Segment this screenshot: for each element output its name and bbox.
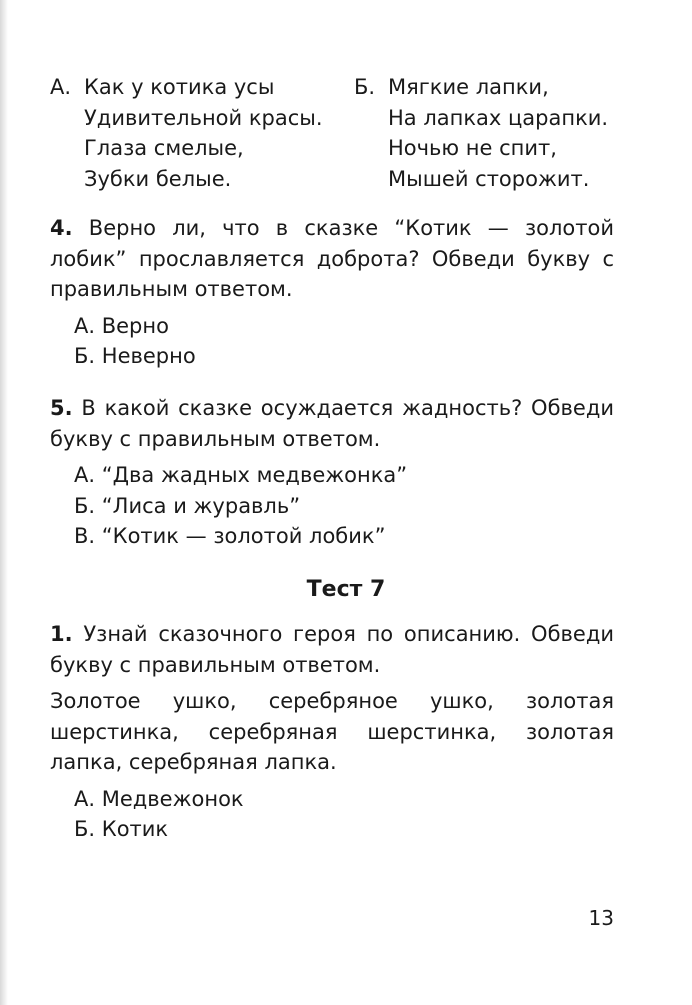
test7-question-1-description: Золотое ушко, серебряное ушко, золотая шерстинка, серебряная шерстинка, золотая лапка, серебряная лапка. (50, 689, 614, 774)
poem-a-line-4: Зубки белые. (84, 166, 232, 191)
question-5-option-b[interactable]: Б. “Лиса и журавль” (74, 493, 301, 518)
test7-question-1 (50, 619, 614, 845)
page-edge-shadow (0, 0, 8, 1005)
poem-options (50, 72, 630, 198)
question-4-text: 4. Верно ли, что в сказке “Котик — золотой лобик” прославляется доброта? Обведи букву с правильным ответом. (50, 216, 614, 301)
question-5 (50, 393, 614, 552)
test7-question-1-number: 1. (50, 622, 73, 646)
poem-a-line-2: Удивительной красы. (84, 105, 323, 130)
test7-question-1-option-a[interactable]: А. Медвежонок (74, 786, 244, 811)
poem-b-line-2: На лапках царапки. (388, 105, 609, 130)
question-5-option-a[interactable]: А. “Два жадных медвежонка” (74, 463, 408, 487)
test7-question-1-option-b[interactable]: Б. Котик (74, 817, 169, 841)
poem-b (354, 72, 608, 194)
poem-a (50, 72, 323, 194)
poem-b-line-4: Мышей сторожит. (388, 166, 590, 191)
page-number: 13 (588, 906, 614, 930)
question-4-option-b[interactable]: Б. Неверно (74, 344, 196, 368)
test-title: Тест 7 (306, 577, 386, 602)
question-4-option-a[interactable]: А. Верно (74, 313, 169, 338)
poem-b-line-3: Ночью не спит, (388, 136, 557, 160)
question-5-text: 5. В какой сказке осуждается жадность? Обведи букву с правильным ответом. (50, 396, 614, 451)
poem-a-line-3: Глаза смелые, (84, 136, 244, 160)
question-4-number: 4. (50, 216, 73, 240)
poem-a-letter: А. (50, 75, 72, 99)
question-5-number: 5. (50, 396, 73, 420)
question-4 (50, 213, 614, 372)
poem-a-line-1: А. Как у котика усы (50, 72, 323, 103)
poem-b-letter: Б. (354, 75, 376, 99)
test7-question-1-text: 1. Узнай сказочного героя по описанию. Обведи букву с правильным ответом. (50, 622, 614, 677)
poem-b-line-1: Б. Мягкие лапки, (354, 72, 608, 103)
question-5-option-c[interactable]: В. “Котик — золотой лобик” (74, 524, 386, 548)
